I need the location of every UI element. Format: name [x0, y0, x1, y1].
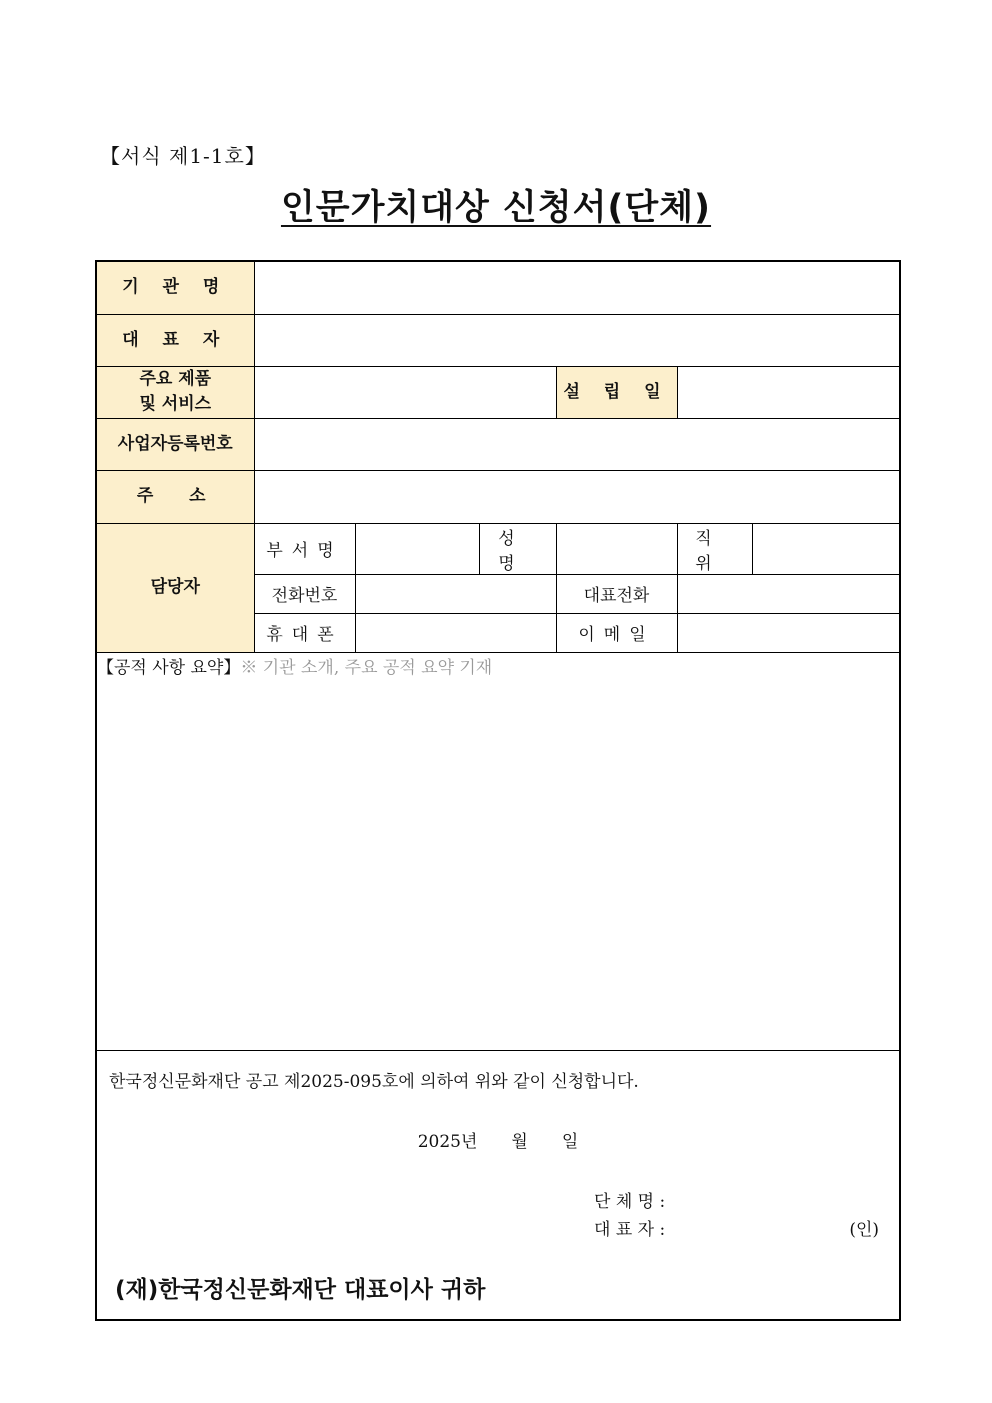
- org-name-label: 기 관 명: [96, 261, 254, 314]
- position-input[interactable]: [752, 523, 900, 574]
- biz-reg-no-label: 사업자등록번호: [96, 418, 254, 470]
- person-name-input[interactable]: [556, 523, 677, 574]
- declaration-notice: 한국정신문화재단 공고 제2025-095호에 의하여 위와 같이 신청합니다.: [109, 1071, 639, 1092]
- date-month: 월: [511, 1131, 528, 1152]
- address-label: 주 소: [96, 470, 254, 523]
- representative-input[interactable]: [254, 314, 900, 366]
- document-title: [0, 180, 992, 230]
- biz-reg-no-input[interactable]: [254, 418, 900, 470]
- seal-mark: (인): [849, 1219, 879, 1240]
- person-name-label: 성명: [479, 523, 556, 574]
- row-summary: [96, 652, 900, 1050]
- signer-rep-label: 대 표 자 :: [594, 1219, 666, 1240]
- summary-note: ※ 기관 소개, 주요 공적 요약 기재: [240, 657, 493, 678]
- representative-label: 대 표 자: [96, 314, 254, 366]
- date-year: 2025년: [417, 1131, 478, 1152]
- org-name-input[interactable]: [254, 261, 900, 314]
- phone-label: 전화번호: [254, 574, 355, 613]
- founded-label: 설 립 일: [556, 366, 677, 418]
- mobile-label: 휴대폰: [254, 613, 355, 652]
- position-label: 직위: [677, 523, 752, 574]
- date-day: 일: [561, 1131, 579, 1152]
- summary-label: 【공적 사항 요약】: [97, 657, 241, 678]
- summary-area[interactable]: [96, 652, 900, 1050]
- row-contact-1: [96, 523, 900, 574]
- row-representative: [96, 314, 900, 366]
- email-input[interactable]: [677, 613, 900, 652]
- row-address: [96, 470, 900, 523]
- main-phone-input[interactable]: [677, 574, 900, 613]
- row-footer: [96, 1050, 900, 1320]
- form-number-label: 【서식 제1-1호】: [100, 144, 266, 168]
- founded-input[interactable]: [677, 366, 900, 418]
- declaration-date: [97, 1127, 899, 1152]
- department-label: 부서명: [254, 523, 355, 574]
- address-input[interactable]: [254, 470, 900, 523]
- products-label-line1: 주요 제품: [139, 369, 212, 390]
- products-input[interactable]: [254, 366, 556, 418]
- signer-org-label: 단 체 명 :: [594, 1191, 666, 1212]
- document-title-text: 인문가치대상 신청서(단체): [280, 188, 712, 228]
- addressee: (재)한국정신문화재단 대표이사 귀하: [115, 1276, 486, 1303]
- mobile-input[interactable]: [355, 613, 556, 652]
- application-form-table: [95, 260, 901, 1321]
- phone-input[interactable]: [355, 574, 556, 613]
- row-biz-reg: [96, 418, 900, 470]
- email-label: 이메일: [556, 613, 677, 652]
- row-org-name: [96, 261, 900, 314]
- declaration-area: [96, 1050, 900, 1320]
- contact-label: 담당자: [96, 523, 254, 652]
- products-label: [96, 366, 254, 418]
- products-label-line2: 및 서비스: [139, 394, 212, 414]
- main-phone-label: 대표전화: [556, 574, 677, 613]
- row-products: [96, 366, 900, 418]
- department-input[interactable]: [355, 523, 479, 574]
